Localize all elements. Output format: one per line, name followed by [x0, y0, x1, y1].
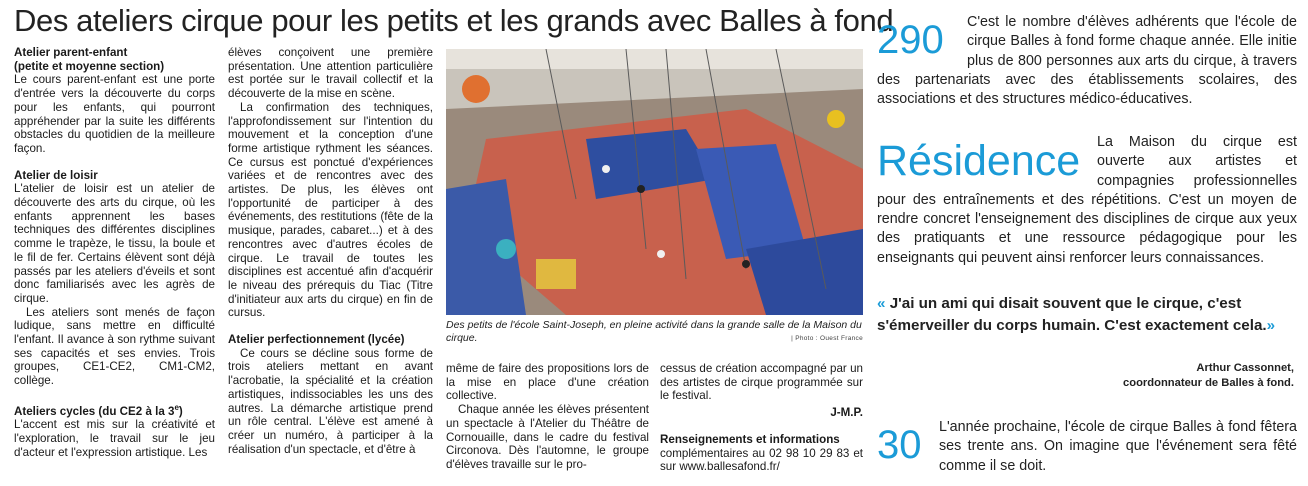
photo-credit: | Photo : Ouest France — [791, 335, 863, 342]
info-title: Renseignements et informations — [660, 432, 840, 446]
subheading-perfectionnement: Atelier perfectionnement (lycée) — [228, 333, 405, 347]
quote-close-mark: » — [1266, 317, 1276, 334]
stat-290: 290 — [877, 18, 944, 62]
article-headline: Des ateliers cirque pour les petits et les grands avec Balles à fond — [14, 3, 894, 38]
quote-block — [877, 293, 1297, 337]
paragraph-spectacle: Chaque année les élèves présentent un spectacle à l'Atelier du Théâtre de Cornouaille, dans le cadre du festival Circonova. Dès l'automne, le groupe d'élèves travaille sur le pro- — [446, 403, 649, 471]
signature: J-M.P. — [830, 406, 863, 420]
paragraph-loisir: L'atelier de loisir est un atelier de découverte des arts du cirque, où les enfants apprennent les bases techniques des différentes disciplines comme le trapèze, le tissu, la boule et le fil de fer. Certains élèvent sont déjà passés par les ateliers d'éveils et sont donc familiarisés avec les agrès de cirque. — [14, 182, 215, 305]
article-column-3 — [446, 362, 649, 472]
stat-30: 30 — [877, 423, 922, 467]
subheading-parent-enfant-detail: (petite et moyenne section) — [14, 59, 165, 73]
paragraph-ateliers: Les ateliers sont menés de façon ludique, sans mettre en difficulté l'enfant. Il avance à son rythme suivant ses capacités et ses envies. Trois groupes, CE1-CE2, CM1-CM2, collège. — [14, 305, 215, 388]
quote-attribution — [994, 361, 1294, 391]
paragraph-parent-enfant: Le cours parent-enfant est une porte d'entrée vers la découverte du corps pour les enfants, qui pourront appréhender par la suite les différents obstacles du quotidien de la meilleure façon. — [14, 73, 215, 155]
subheading-parent-enfant: Atelier parent-enfant — [14, 46, 128, 59]
quote-text: J'ai un ami qui disait souvent que le cirque, c'est s'émerveiller du corps humain. C'est exactement cela. — [877, 295, 1267, 334]
quote-role: coordonnateur de Balles à fond. — [1123, 377, 1294, 389]
gym-photo — [446, 49, 863, 315]
stat-30-text: L'année prochaine, l'école de cirque Balles à fond fêtera ses trente ans. On imagine que l'événement sera fêté comme il se doit. — [939, 419, 1297, 474]
quote-author: Arthur Cassonnet, — [1196, 362, 1294, 374]
paragraph-creation: même de faire des propositions lors de la mise en place d'une création collective. — [446, 362, 649, 403]
paragraph-cycles-cont: élèves conçoivent une première présentation. Une attention particulière est portée sur le travail collectif et la découverte de la mise en scène. — [228, 46, 433, 101]
photo-caption: Des petits de l'école Saint-Joseph, en pleine activité dans la grande salle de la Maison du cirque. | Photo : Ouest France — [446, 319, 863, 344]
article-column-1 — [14, 46, 215, 460]
paragraph-perfectionnement: Ce cours se décline sous forme de trois ateliers mettant en avant l'acrobatie, la spécialité et la création artistiques, indissociables les uns des autres. La démarche artistique prend un rôle central. L'élève est amené à créer un numéro, à participer à la réalisation d'un spectacle, et d'être à — [228, 346, 433, 456]
info-text: complémentaires au 02 98 10 29 83 et sur www.ballesafond.fr/ — [660, 446, 863, 474]
quote-open-mark: « — [877, 295, 886, 312]
article-column-2 — [228, 46, 433, 456]
subheading-loisir: Atelier de loisir — [14, 168, 98, 182]
paragraph-creation-cont: cessus de création accompagné par un des artistes de cirque programmée sur le festival. — [660, 362, 863, 403]
article-column-4 — [660, 362, 863, 474]
paragraph-cycles: L'accent est mis sur la créativité et l'exploration, le travail sur le jeu d'acteur et l'expression artistique. Les — [14, 418, 215, 459]
residence-title: Résidence — [877, 137, 1081, 185]
paragraph-techniques: La confirmation des techniques, l'approfondissement sur l'intention du mouvement et la conception d'une forme artistique rythment les séances. Ce cursus est ponctué d'expériences variées et de rencontres avec des artistes. De plus, les élèves ont l'opportunité de participer à des événements, des restitutions (fête de la musique, parades, cabaret...) et à des rencontres avec d'autres écoles de cirque. Le travail de toutes les disciplines est accentué afin d'acquérir le niveau des prérequis du Tiac (Titre d'initiateur aux arts du cirque) en fin de cursus. — [228, 100, 433, 320]
subheading-cycles: Ateliers cycles (du CE2 à la 3e) — [14, 402, 183, 418]
stat-290-text: C'est le nombre d'élèves adhérents que l'école de cirque Balles à fond forme chaque année. Elle initie plus de 800 personnes aux arts du cirque, à travers des partenariats avec des établissements scolaires, des associations et des structures médico-éducatives. — [877, 14, 1297, 108]
gym-photo-illustration — [446, 49, 863, 315]
residence-text: La Maison du cirque est ouverte aux artistes et compagnies professionnelles pour des entraînements et des répétitions. C'est un moyen de rendre concret l'enseignement des disciplines de cirque aux yeux des pratiquants et une ressource pédagogique pour les enseignants qui peuvent ainsi renforcer leurs connaissances. — [877, 134, 1297, 266]
